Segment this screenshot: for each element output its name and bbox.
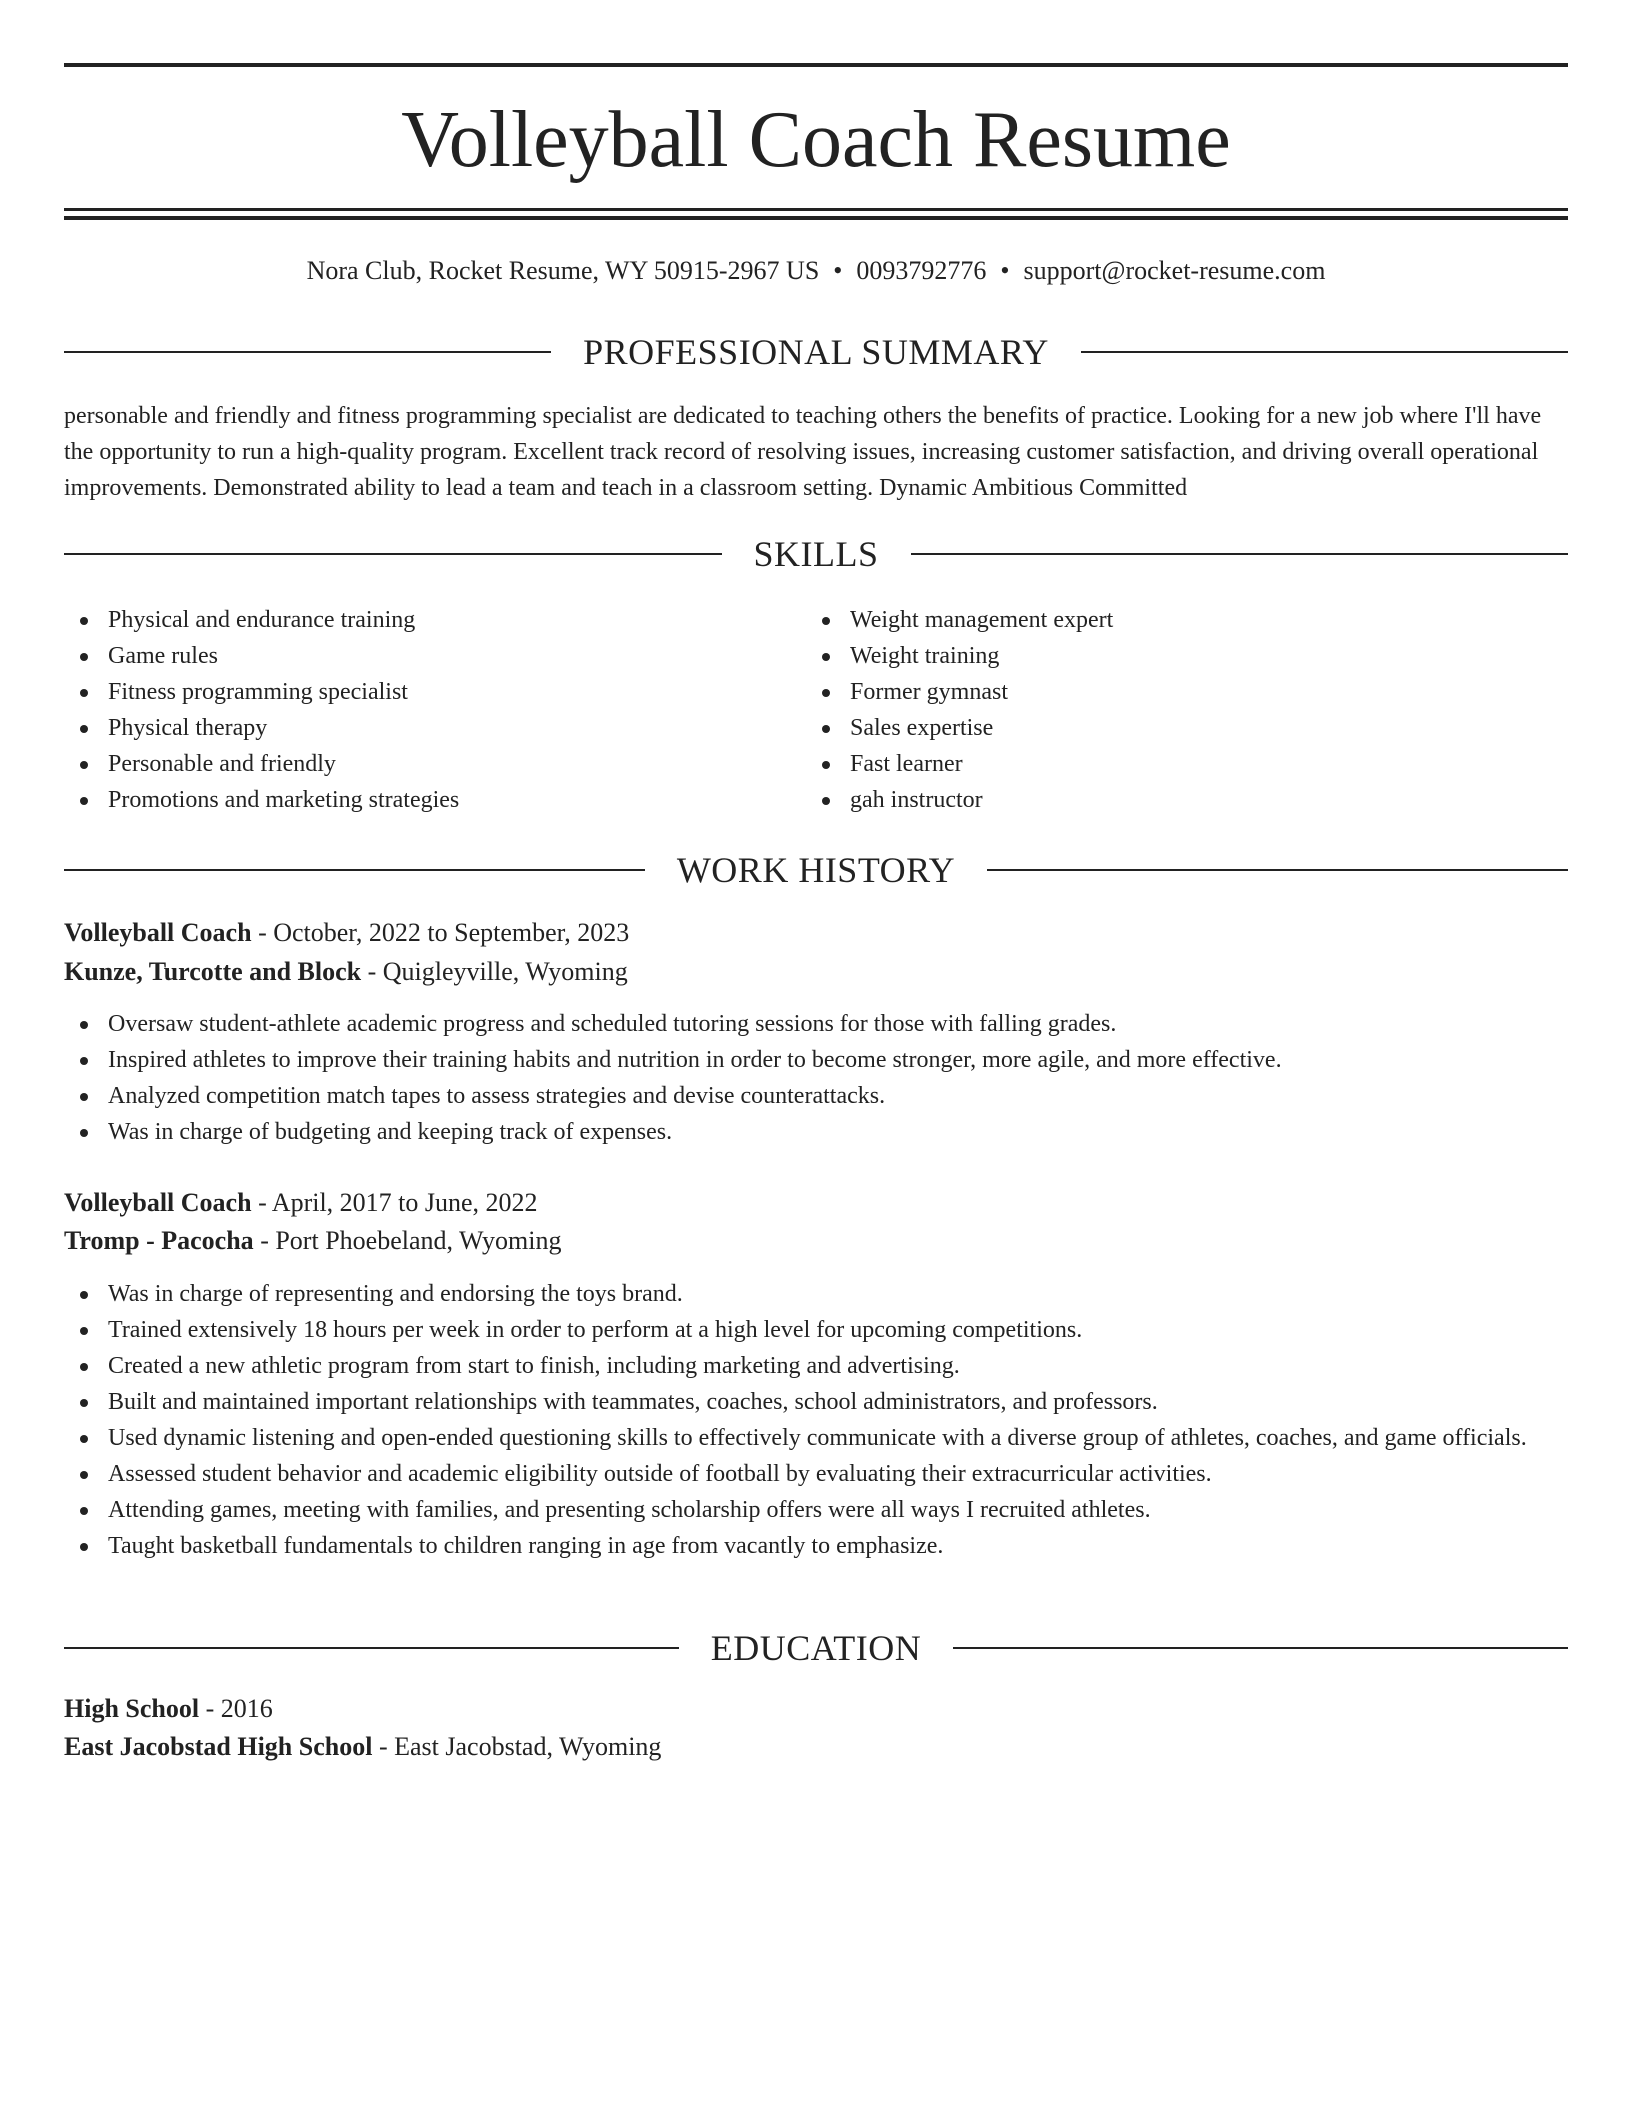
contact-separator: • (833, 256, 843, 285)
section-header-work (64, 848, 1568, 892)
section-title-education: EDUCATION (710, 1628, 922, 1668)
skills-list-right (806, 602, 1526, 818)
section-rule (911, 553, 1569, 555)
skill-item: Game rules (64, 638, 784, 674)
skills-list-left (64, 602, 784, 818)
education-school: East Jacobstad High School (64, 1732, 373, 1761)
resume-title: Volleyball Coach Resume (401, 96, 1231, 184)
education-degree: High School (64, 1694, 200, 1723)
job-duty: Taught basketball fundamentals to children ranging in age from vacantly to emphasize. (64, 1528, 1568, 1564)
skill-item: Personable and friendly (64, 746, 784, 782)
summary-text: personable and friendly and fitness programming specialist are dedicated to teaching others the benefits of practice. Looking for a new job where I'll have the opportunity to run a high-quality program. Excellent track record of resolving issues, increasing customer satisfaction, and driving overall operational improvements. Demonstrated ability to lead a team and teach in a classroom setting. Dynamic Ambitious Committed (64, 403, 1542, 501)
section-title-summary: PROFESSIONAL SUMMARY (583, 332, 1049, 372)
skill-item: Weight management expert (806, 602, 1526, 638)
section-rule (953, 1647, 1568, 1649)
top-rule (64, 63, 1568, 67)
job-title: Volleyball Coach (64, 1188, 252, 1217)
skill-item: Weight training (806, 638, 1526, 674)
section-rule (987, 869, 1568, 871)
job-duties-list (64, 1276, 1568, 1564)
education-degree-line (64, 1690, 1568, 1728)
job-dates: - April, 2017 to June, 2022 (251, 1188, 538, 1217)
skill-item: Fitness programming specialist (64, 674, 784, 710)
contact-separator: • (1000, 256, 1010, 285)
job-employer: Tromp - Pacocha (64, 1226, 254, 1255)
job-duty: Assessed student behavior and academic eligibility outside of football by evaluating their extracurricular activities. (64, 1456, 1568, 1492)
job-duties-list (64, 1006, 1568, 1150)
skill-item: gah instructor (806, 782, 1526, 818)
section-title-skills: SKILLS (753, 534, 879, 574)
job-duty: Trained extensively 18 hours per week in order to perform at a high level for upcoming competitions. (64, 1312, 1568, 1348)
section-header-skills (64, 532, 1568, 576)
job-location: - Quigleyville, Wyoming (361, 957, 628, 986)
section-rule (64, 553, 722, 555)
job-duty: Attending games, meeting with families, and presenting scholarship offers were all ways I recruited athletes. (64, 1492, 1568, 1528)
contact-phone: 0093792776 (856, 256, 987, 285)
job-duty: Was in charge of budgeting and keeping track of expenses. (64, 1114, 1568, 1150)
job-dates: - October, 2022 to September, 2023 (251, 918, 630, 947)
job-duty: Created a new athletic program from start to finish, including marketing and advertising. (64, 1348, 1568, 1384)
section-rule (64, 869, 645, 871)
job-duty: Was in charge of representing and endorsing the toys brand. (64, 1276, 1568, 1312)
job-duty: Used dynamic listening and open-ended questioning skills to effectively communicate with a diverse group of athletes, coaches, and game officials. (64, 1420, 1568, 1456)
section-header-summary (64, 330, 1568, 374)
section-rule (64, 351, 551, 353)
education-school-line (64, 1728, 1568, 1766)
job-employer-line (64, 953, 1568, 991)
contact-line (64, 254, 1568, 288)
job-title: Volleyball Coach (64, 918, 252, 947)
job-employer: Kunze, Turcotte and Block (64, 957, 362, 986)
skill-item: Promotions and marketing strategies (64, 782, 784, 818)
skill-item: Physical therapy (64, 710, 784, 746)
job-duty: Analyzed competition match tapes to assess strategies and devise counterattacks. (64, 1078, 1568, 1114)
job-location: - Port Phoebeland, Wyoming (253, 1226, 562, 1255)
section-rule (1081, 351, 1568, 353)
skill-item: Physical and endurance training (64, 602, 784, 638)
job-duty: Oversaw student-athlete academic progress and scheduled tutoring sessions for those with falling grades. (64, 1006, 1568, 1042)
job-duty: Built and maintained important relationships with teammates, coaches, school administrators, and professors. (64, 1384, 1568, 1420)
contact-email: support@rocket-resume.com (1023, 256, 1326, 285)
education-year: - 2016 (199, 1694, 273, 1723)
job-duty: Inspired athletes to improve their training habits and nutrition in order to become stronger, more agile, and more effective. (64, 1042, 1568, 1078)
section-title-work: WORK HISTORY (676, 850, 956, 890)
section-rule (64, 1647, 679, 1649)
job-title-line (64, 914, 1568, 952)
education-location: - East Jacobstad, Wyoming (372, 1732, 662, 1761)
skill-item: Sales expertise (806, 710, 1526, 746)
contact-address: Nora Club, Rocket Resume, WY 50915-2967 US (306, 256, 820, 285)
title-double-rule (64, 208, 1568, 220)
skill-item: Former gymnast (806, 674, 1526, 710)
job-employer-line (64, 1222, 1568, 1260)
job-title-line (64, 1184, 1568, 1222)
skill-item: Fast learner (806, 746, 1526, 782)
section-header-education (64, 1626, 1568, 1670)
